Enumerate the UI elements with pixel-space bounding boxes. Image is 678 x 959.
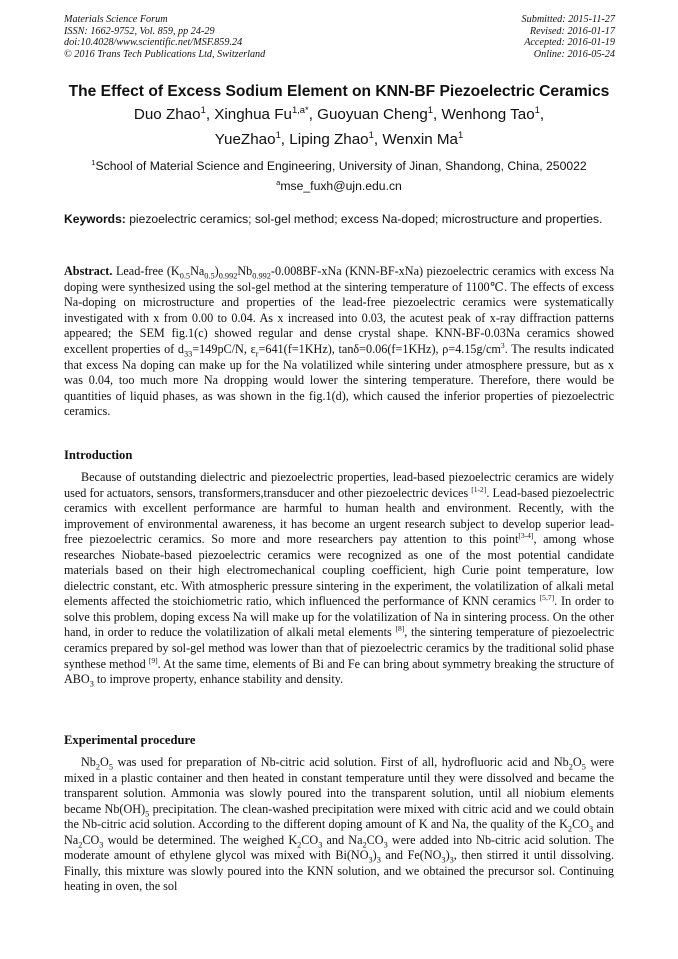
submitted-date: Submitted: 2015-11-27 — [521, 14, 615, 25]
keywords-text: piezoelectric ceramics; sol-gel method; excess Na-doped; microstructure and properties. — [129, 212, 603, 226]
author-affil-mark: 1 — [368, 128, 374, 140]
copyright-line: © 2016 Trans Tech Publications Ltd, Switzerland — [64, 48, 266, 60]
journal-name: Materials Science Forum — [64, 14, 168, 25]
experimental-paragraph: $Nb_2O_5$ was used for preparation of Nb-citric acid solution. First of all, hydrofluoric acid and $Nb_2O_5$ were mixed in a plastic container and then heated in constant temperature until they were dissolved and became the transparent solution. Ammonia was slowly poured into the transparent solution, until all niobium elements became $Nb(OH)_5$ precipitation. The clean-washed precipitation were mixed with citric acid and we could obtain the Nb-citric acid solution. According to the different doping amount of K and Na, the quality of the $K_2CO_3$ and $Na_2CO_3$ would be determined. The weighed $K_2CO_3$ and $Na_2CO_3$ were added into Nb-citric acid solution. The moderate amount of ethylene glycol was mixed with $Bi(NO_3)_3$ and $Fe(NO_3)_3$, then stirred it until dissolving. Finally, this mixture was slowly poured into the KNN solution, and we obtained the precursor sol. Continuing heating in oven, the sol — [64, 755, 615, 894]
email-address[interactable]: mse_fuxh@ujn.edu.cn — [280, 179, 402, 193]
online-date: Online: 2016-05-24 — [533, 48, 615, 60]
keywords-label: Keywords: — [64, 212, 126, 226]
author-name: Guoyuan Cheng — [317, 106, 428, 123]
citation-ref[interactable]: [8] — [395, 624, 405, 634]
author-name: Wenxin Ma — [382, 131, 458, 148]
paper-title: The Effect of Excess Sodium Element on KNN-BF Piezoelectric Ceramics — [68, 83, 610, 100]
abstract-label: Abstract. — [64, 264, 113, 278]
author-affil-mark: 1,a* — [291, 103, 309, 115]
citation-ref[interactable]: [5,7] — [539, 593, 555, 603]
experimental-heading: Experimental procedure — [64, 733, 196, 747]
author-affil-mark: 1 — [458, 128, 464, 140]
doi-link[interactable]: doi:10.4028/www.scientific.net/MSF.859.24 — [64, 37, 243, 49]
citation-ref[interactable]: [1-2] — [471, 484, 487, 494]
author-affil-mark: 1 — [534, 103, 540, 115]
revised-date: Revised: 2016-01-17 — [529, 25, 615, 37]
author-name: Wenhong Tao — [441, 106, 535, 123]
keywords-section — [64, 212, 614, 228]
author-name: YueZhao — [214, 131, 276, 148]
accepted-date: Accepted: 2016-01-19 — [524, 37, 615, 49]
dates-info — [522, 14, 615, 60]
affiliation-block — [64, 156, 614, 196]
introduction-heading: Introduction — [64, 448, 133, 462]
author-name: Xinghua Fu — [214, 106, 292, 123]
author-affil-mark: 1 — [275, 128, 281, 140]
author-affil-mark: 1 — [200, 103, 206, 115]
citation-ref[interactable]: [9] — [148, 655, 158, 665]
journal-info — [64, 14, 265, 60]
author-name: Duo Zhao — [133, 106, 201, 123]
issn-line: ISSN: 1662-9752, Vol. 859, pp 24-29 — [64, 25, 215, 37]
abstract-section: Abstract. Lead-free $(K_{0.5}Na_{0.5})_{0.992}Nb_{0.992}-0.008BF$-xNa (KNN-BF-xNa) piezoelectric ceramics with excess Na doping were synthesized using the sol-gel method at the sintering temperature of 1100℃. The effects of excess Na-doping on microstructure and properties of the lead-free piezoelectric ceramics were systematically investigated with x from 0.00 to 0.04. As x increased into 0.03, the acutest peak of x-ray diffraction patterns appeared; the SEM fig.1(c) showed regular and dense crystal shape. KNN-BF-0.03Na ceramics showed excellent properties of $d_{33}=149pC/N$, $\varepsilon_r=641(f=1KHz)$, tanδ=0.06(f=1KHz), $\rho=4.15g/cm^3$. The results indicated that excess Na doping can make up for the Na volatilized while sintering under atmosphere pressure, but as x was 0.04, too much more Na dropping would lower the sintering temperature. Therefore, there would be quantities of liquid phases, as was shown in the fig.1(d), which caused the inferior properties of piezoelectric ceramics. — [64, 264, 615, 419]
citation-ref[interactable]: [3-4] — [518, 531, 534, 541]
author-name: Liping Zhao — [289, 131, 369, 148]
introduction-paragraph: Because of outstanding dielectric and piezoelectric properties, lead-based piezoelectric ceramics are widely used for actuators, sensors, transformers,transducer and other piezoelectric devices [1-2]. Lead-based piezoelectric ceramics with excellent performance are harmful to human health and environment. Recently, with the improvement of environmental awareness, it has become an urgent research subject to develop superior lead-free piezoelectric ceramics. So more and more researchers pay attention to this point[3-4], among whose researches Niobate-based piezoelectric ceramics were recognized as one of the most potential candidate materials based on their high electromechanical coupling coefficient, high Curie point temperature, low dielectric constant, etc. With atmospheric pressure sintering in the experiment, the volatilization of alkali metal elements affected the stoichiometric ratio, which influenced the performance of KNN ceramics [5,7]. In order to solve this problem, doping excess Na will make up for the volatilization of Na in sintering process. On the other hand, in order to reduce the volatilization of alkali metal elements [8], the sintering temperature of piezoelectric ceramics prepared by sol-gel method was lower than that of piezoelectric ceramics by the traditional solid phase synthese method [9]. At the same time, elements of Bi and Fe can bring about symmetry breaking the structure of $ABO_3$ to improve property, enhance stability and density. — [64, 470, 615, 689]
affiliation-line: $^1$School of Material Science and Engineering, University of Jinan, Shandong, China, 250022 — [91, 157, 587, 173]
author-list: Duo Zhao$^1$, Xinghua $Fu^{1,a*}$, Guoyuan Cheng$^1$, Wenhong Tao$^1$, YueZhao$^1$, Liping Zhao$^1$, Wenxin Ma$^1$ — [133, 103, 545, 148]
email-line[interactable]: $^a$mse_fuxh@ujn.edu.cn — [276, 177, 402, 193]
author-affil-mark: 1 — [427, 103, 434, 115]
